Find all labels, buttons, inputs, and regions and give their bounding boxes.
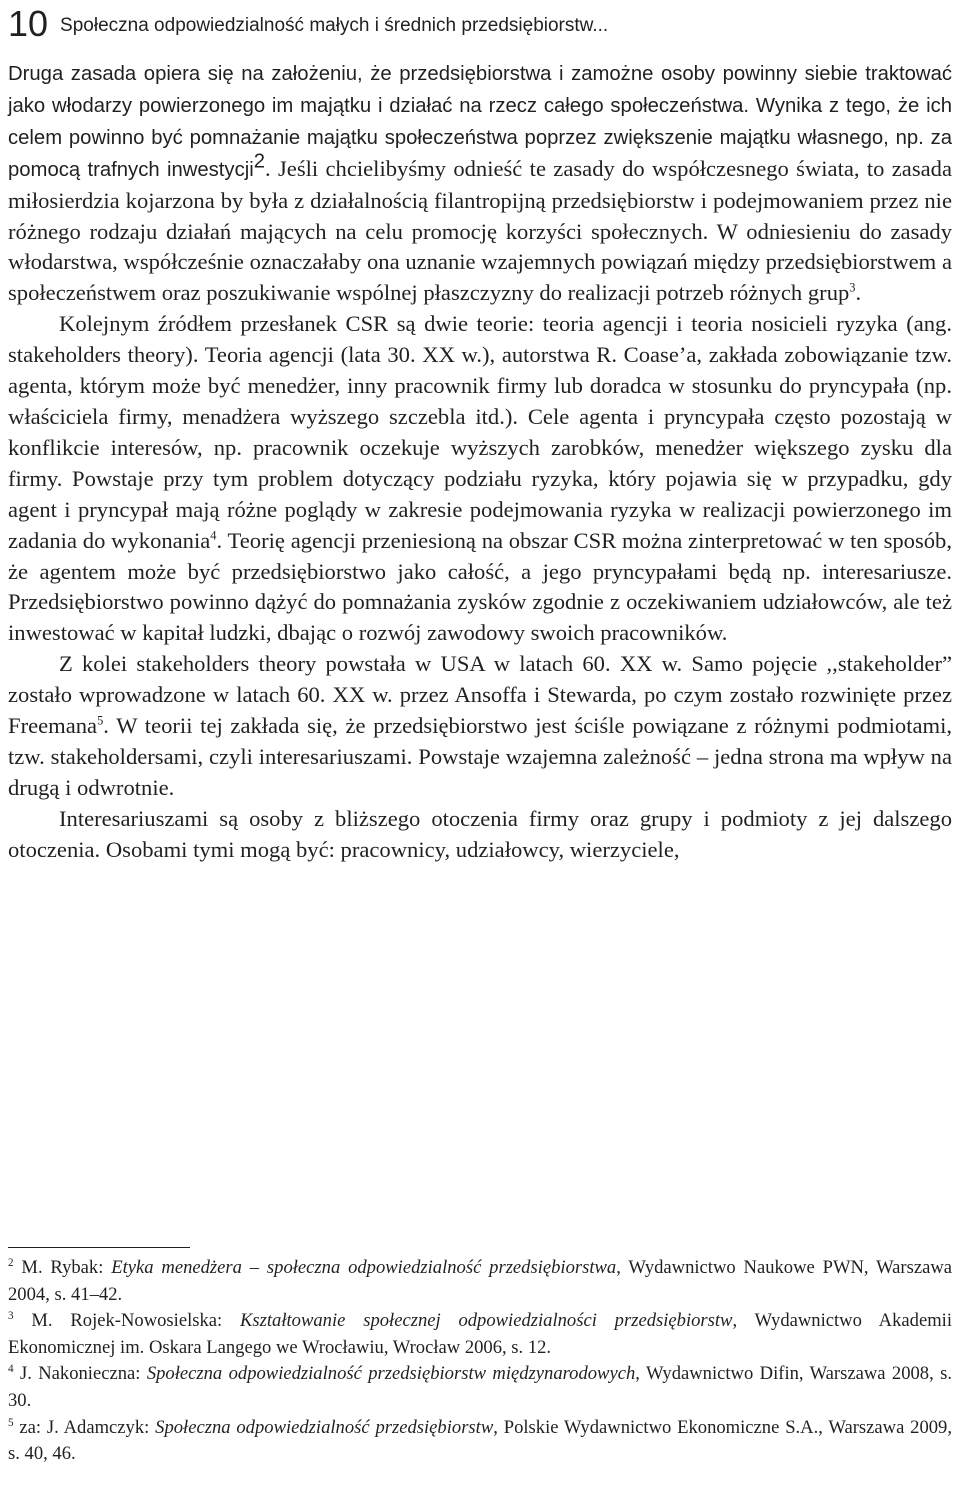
footnote-ref-3: 3	[849, 280, 856, 295]
footnote-number: 4	[8, 1363, 14, 1376]
footnote-title: Społeczna odpowiedzialność przedsiębiorstw międzynarodowych	[146, 1363, 636, 1385]
body-text	[8, 58, 952, 866]
footnote-5	[8, 1415, 952, 1468]
footnote-2	[8, 1255, 952, 1308]
paragraph-1-text: . Jeśli chcielibyśmy odnieść te zasady do współczesnego świata, to zasada miłosierdzia kojarzona by była z działalnością filantropijną przedsiębiorstw i podejmowaniem przez nie różnego rodzaju działań mających na celu promocję korzyści społecznych. W odniesieniu do zasady włodarstwa, współcześnie oznaczałaby ona uznanie wzajemnych powiązań między przedsiębiorstwem a społeczeństwem oraz poszukiwanie wspólnej płaszczyzny do realizacji potrzeb różnych grup	[8, 155, 952, 306]
page-number: 10	[8, 3, 49, 44]
footnote-divider	[8, 1247, 190, 1248]
paragraph-1-end: .	[855, 280, 862, 306]
paragraph-4: Interesariuszami są osoby z bliższego otoczenia firmy oraz grupy i podmioty z jej dalszego otoczenia. Osobami tymi mogą być: pracownicy, udziałowcy, wierzyciele,	[8, 805, 952, 862]
footnotes	[8, 1255, 952, 1468]
paragraph-2-text-b: . Teorię agencji przeniesioną na obszar CSR można zinterpretować w ten sposób, że agentem może być przedsiębiorstwo jako całość, a jego pryncypałami będą np. interesariusze. Przedsiębiorstwo powinno dążyć do pomnażania zysków zgodnie z oczekiwaniem udziałowców, ale też inwestować w kapitał ludzki, dbając o rozwój zawodowy swoich pracowników.	[8, 527, 952, 646]
footnote-ref-2: 2	[253, 150, 266, 173]
footnote-publisher: , Polskie Wydawnictwo Ekonomiczne S.A., Warszawa 2009, s. 40, 46.	[8, 1416, 952, 1465]
paragraph-1-sans-text: Druga zasada opiera się na założeniu, że przedsiębiorstwa i zamożne osoby powinny siebie traktować jako włodarzy powierzonego im majątku i działać na rzecz całego społeczeństwa. Wynika z tego, że ich celem powinno być pomnażanie majątku społeczeństwa poprzez zwiększenie majątku własnego, np. za pomocą trafnych inwestycji	[8, 63, 952, 181]
footnote-title: Etyka menedżera – społeczna odpowiedzialność przedsiębiorstwa	[111, 1257, 617, 1278]
paragraph-1	[8, 58, 952, 309]
footnote-4	[8, 1361, 952, 1414]
paragraph-3	[8, 649, 952, 804]
footnote-ref-5: 5	[97, 713, 104, 728]
footnote-number: 2	[8, 1256, 14, 1269]
footnote-publisher: , Wydawnictwo Naukowe PWN, Warszawa 2004, s. 41–42.	[8, 1257, 953, 1305]
footnote-3	[8, 1308, 952, 1361]
footnote-title: Społeczna odpowiedzialność przedsiębiorstw	[155, 1416, 494, 1438]
footnote-author: za: J. Adamczyk:	[13, 1416, 156, 1438]
footnote-number: 5	[8, 1416, 14, 1429]
paragraph-2-text-a: Kolejnym źródłem przesłanek CSR są dwie teorie: teoria agencji i teoria nosicieli ryzyka (ang. stakeholders theory). Teoria agencji (lata 30. XX w.), autorstwa R. Coase’a, zakłada zobowiązanie tzw. agenta, którym może być menedżer, inny pracownik firmy lub doradca w stosunku do pryncypała (np. właściciela firmy, menadżera wyższego szczebla itd.). Cele agenta i pryncypała często pozostają w konflikcie interesów, np. pracownik oczekuje wyższych zarobków, menedżer większego zysku dla firmy. Powstaje przy tym problem dotyczący podziału ryzyka, który pojawia się w przypadku, gdy agent i pryncypał mają różne poglądy w zakresie podejmowania ryzyka w realizacji powierzonego im zadania do wykonania	[8, 311, 952, 553]
paragraph-3-text-b: . W teorii tej zakłada się, że przedsiębiorstwo jest ściśle powiązane z różnymi podmiotami, tzw. stakeholdersami, czyli interesariuszami. Powstaje wzajemna zależność – jedna strona ma wpływ na drugą i odwrotnie.	[8, 713, 952, 800]
footnote-author: M. Rybak:	[13, 1257, 112, 1278]
paragraph-3-text-a: Z kolei stakeholders theory powstała w USA w latach 60. XX w. Samo pojęcie ,,stakeholder” zostało wprowadzone w latach 60. XX w. przez Ansoffa i Stewarda, po czym zostało rozwinięte przez Freemana	[8, 651, 952, 739]
footnote-author: J. Nakonieczna:	[13, 1363, 147, 1385]
footnote-publisher: , Wydawnictwo Akademii Ekonomicznej im. Oskara Langego we Wrocławiu, Wrocław 2006, s. 12.	[8, 1310, 953, 1358]
running-title: Społeczna odpowiedzialność małych i średnich przedsiębiorstw...	[60, 15, 609, 36]
running-header	[8, 2, 952, 46]
footnote-number: 3	[8, 1310, 14, 1322]
paragraph-2	[8, 309, 952, 649]
footnote-ref-4: 4	[210, 528, 217, 543]
footnote-title: Kształtowanie społecznej odpowiedzialności przedsiębiorstw	[240, 1310, 733, 1332]
footnote-publisher: , Wydawnictwo Difin, Warszawa 2008, s. 30.	[8, 1363, 953, 1411]
footnote-author: M. Rojek-Nowosielska:	[13, 1310, 241, 1332]
